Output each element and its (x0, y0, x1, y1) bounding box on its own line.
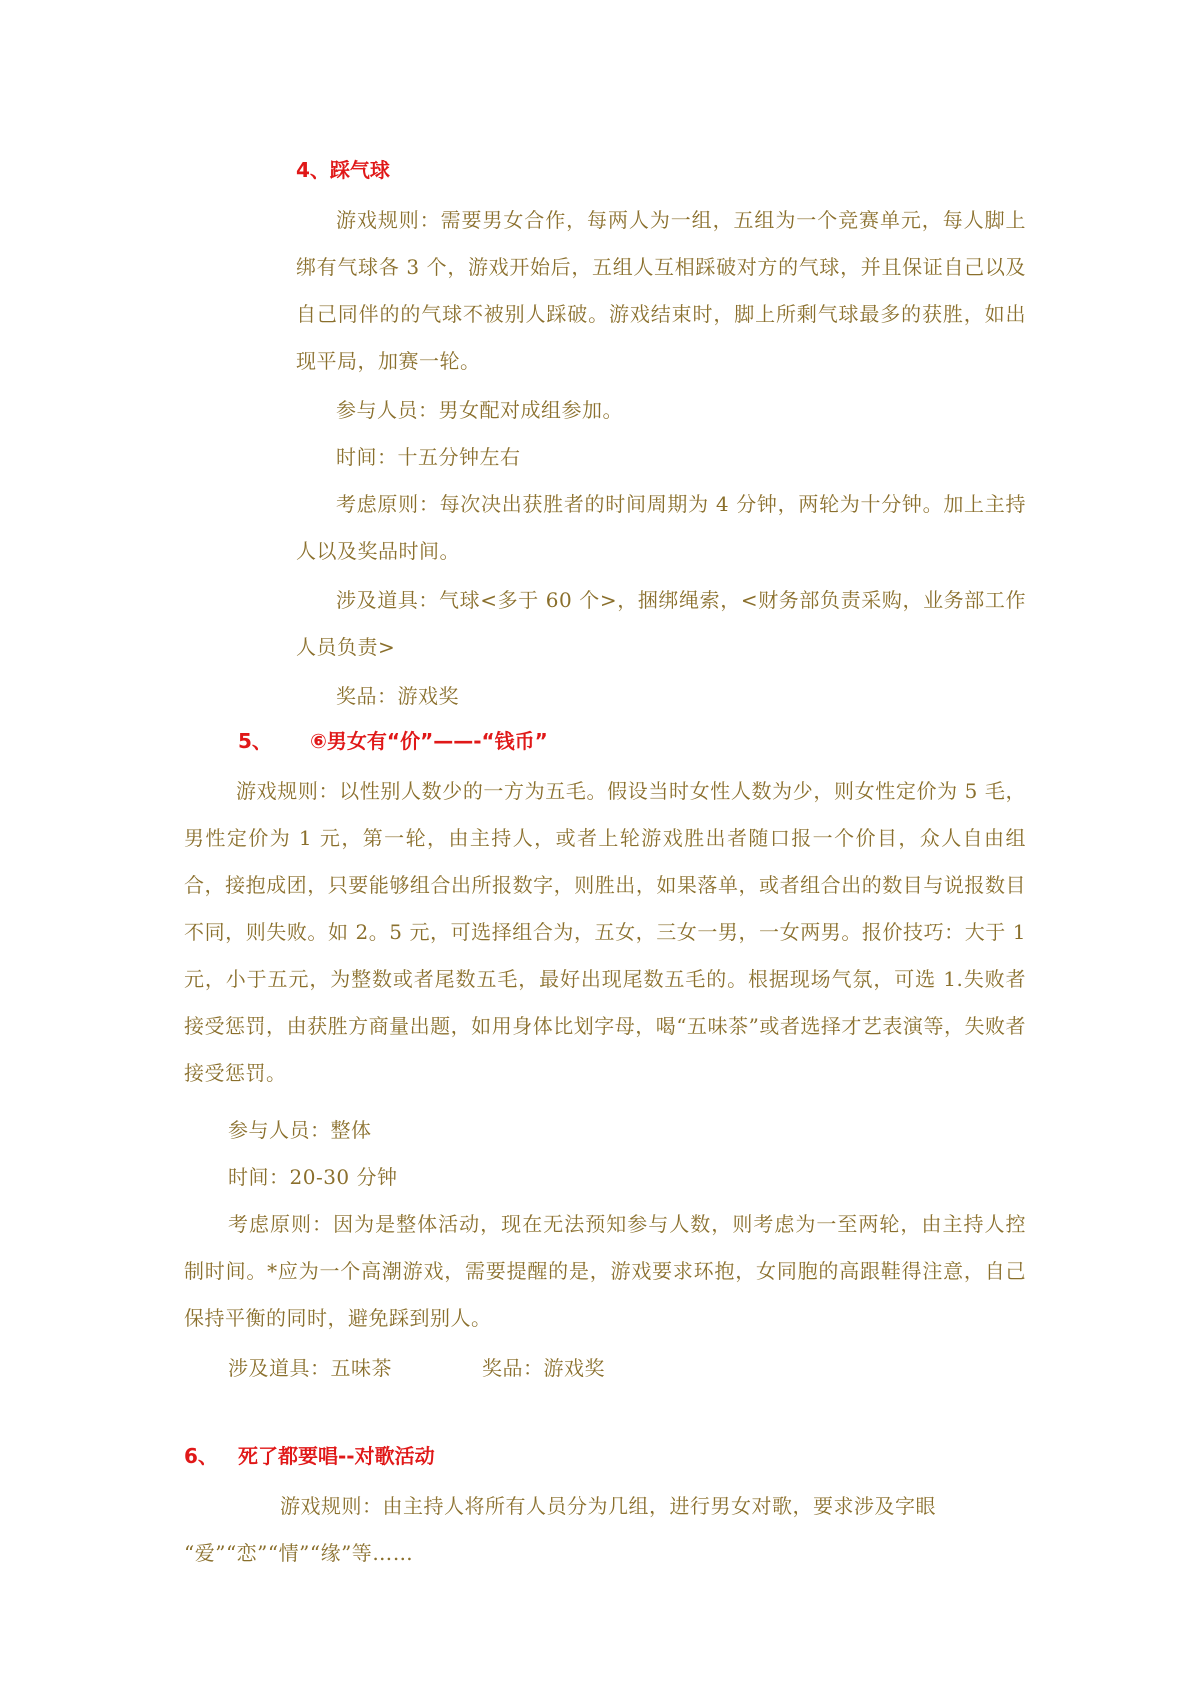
section-5-props-prize-row (228, 1345, 1026, 1392)
section-4-heading: 4、踩气球 (296, 158, 390, 182)
section-5-principle: 考虑原则：因为是整体活动，现在无法预知参与人数，则考虑为一至两轮，由主持人控制时间。*应为一个高潮游戏，需要提醒的是，游戏要求环抱，女同胞的高跟鞋得注意，自己保持平衡的同时，避免踩到别人。 (184, 1212, 1026, 1330)
section-5-title: ⑥男女有“价”——-“钱币” (310, 729, 548, 753)
section-6-number: 6、 (184, 1444, 218, 1468)
section-4-props: 涉及道具：气球<多于 60 个>，捆绑绳索，<财务部负责采购，业务部工作人员负责> (296, 588, 1026, 659)
section-5-prize: 奖品：游戏奖 (482, 1356, 605, 1380)
section-6-rules-line1: 游戏规则：由主持人将所有人员分为几组，进行男女对歌，要求涉及字眼 (280, 1494, 936, 1518)
section-5-number: 5、 (238, 729, 272, 753)
section-5-rules: 游戏规则：以性别人数少的一方为五毛。假设当时女性人数为少，则女性定价为 5 毛，男性定价为 1 元，第一轮，由主持人，或者上轮游戏胜出者随口报一个价目，众人自由组合，接抱成团，只要能够组合出所报数字，则胜出，如果落单，或者组合出的数目与说报数目不同，则失败。如 2。5 元，可选择组合为，五女，三女一男，一女两男。报价技巧：大于 1 元，小于五元，为整数或者尾数五毛，最好出现尾数五毛的。根据现场气氛，可选 1.失败者接受惩罚，由获胜方商量出题，如用身体比划字母，喝“五味茶”或者选择才艺表演等，失败者接受惩罚。 (184, 779, 1026, 1085)
section-4-participants: 参与人员：男女配对成组参加。 (336, 398, 623, 422)
section-4-time: 时间：十五分钟左右 (336, 445, 521, 469)
section-5-participants: 参与人员：整体 (228, 1118, 372, 1142)
section-4-principle: 考虑原则：每次决出获胜者的时间周期为 4 分钟，两轮为十分钟。加上主持人以及奖品时间。 (296, 492, 1026, 563)
section-6-title: 死了都要唱--对歌活动 (238, 1444, 435, 1468)
section-5-props: 涉及道具：五味茶 (228, 1356, 392, 1380)
section-4-prize: 奖品：游戏奖 (336, 684, 459, 708)
section-4-rules: 游戏规则：需要男女合作，每两人为一组，五组为一个竞赛单元，每人脚上绑有气球各 3 个，游戏开始后，五组人互相踩破对方的气球，并且保证自己以及自己同伴的的气球不被别人踩破。游戏结束时，脚上所剩气球最多的获胜，如出现平局，加赛一轮。 (296, 208, 1026, 373)
section-6-rules-line2: “爱”“恋”“情”“缘”等…… (184, 1541, 414, 1565)
section-5-time: 时间：20-30 分钟 (228, 1165, 398, 1189)
